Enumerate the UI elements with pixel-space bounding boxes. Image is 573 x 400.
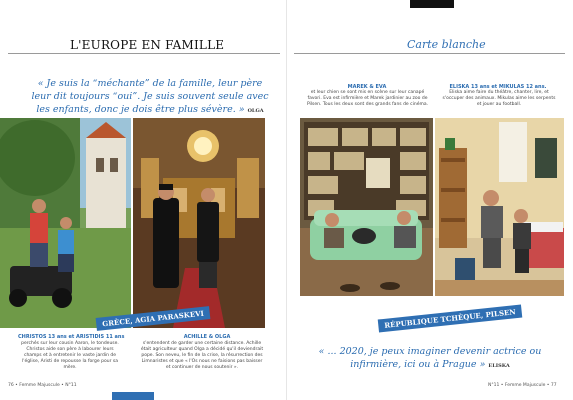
photo-greece-boys-mower — [0, 118, 131, 328]
caption-text-marek: et leur chien se sont mis en scène sur leur canapé favori. Eva est infirmière et Marek jardinier au zoo de Pilsen. Tous les deux sont des grands fans de cinéma. — [306, 90, 429, 107]
right-page-header: Carte blanche — [407, 38, 486, 51]
top-black-tab — [410, 0, 454, 8]
caption-text-eliska: Eliska aime faire du théâtre, chanter, lire, et s'occuper des animaux. Mikulas aime les serpents et jouer au football. — [442, 90, 556, 107]
left-quote-author: OLGA — [247, 108, 264, 114]
left-header-rule — [8, 53, 280, 54]
right-quote-author: ELISKA — [488, 363, 510, 369]
left-page-header: L'EUROPE EN FAMILLE — [70, 38, 225, 52]
location-banner-czech: RÉPUBLIQUE TCHÈQUE, PILSEN — [378, 305, 523, 333]
left-quote-text: « Je suis la “méchante” de la famille, leur père leur dit toujours “oui”. Je suis souvent seule avec les enfants, donc je dois être plus sévère. » — [31, 78, 269, 115]
caption-text-christos: perchés sur leur cousin Aaron, le tondeuse. Christos aide son père à labourer leurs champs et à entretenir le vaste jardin de l'église, Aristi de repousse la forge pour sa mère. — [21, 341, 119, 370]
photo-greece-priest-church — [133, 118, 265, 328]
right-pull-quote — [305, 345, 555, 373]
caption-text-achille: s'entendent de garder une certaine distance. Achille était agriculteur quand Olga a décidé qu'il deviendrait pope. Son neveu, le fin de la crise, la résurrection des Limnaristes et que « l'Os nous ne faisions pas baisser et continuer de nous soutenir ». — [140, 341, 264, 370]
caption-title-achille: ACHILLE & OLGA — [183, 334, 231, 340]
left-pull-quote — [30, 77, 270, 118]
right-quote-text: « ... 2020, je peux imaginer devenir actrice ou infirmière, ici ou à Prague » — [318, 346, 542, 370]
page-gutter — [286, 0, 287, 400]
photo-czech-couple-sofa — [300, 118, 433, 296]
left-page-footer: 76 • Femme Majuscule • N°11 — [8, 383, 77, 388]
caption-title-christos: CHRISTOS 13 ans et ARISTIDIS 11 ans — [18, 334, 125, 340]
right-page-footer: N°11 • Femme Majuscule • 77 — [488, 383, 557, 388]
caption-title-eliska: ELISKA 13 ans et MIKULAS 12 ans. — [449, 84, 547, 90]
bottom-blue-tab — [112, 392, 154, 400]
photo-czech-children-room — [435, 118, 564, 296]
location-banner-greece: GRÈCE, AGIA PARASKEVI — [96, 306, 211, 331]
right-header-rule — [294, 53, 565, 54]
caption-title-marek: MAREK & EVA — [347, 84, 387, 90]
